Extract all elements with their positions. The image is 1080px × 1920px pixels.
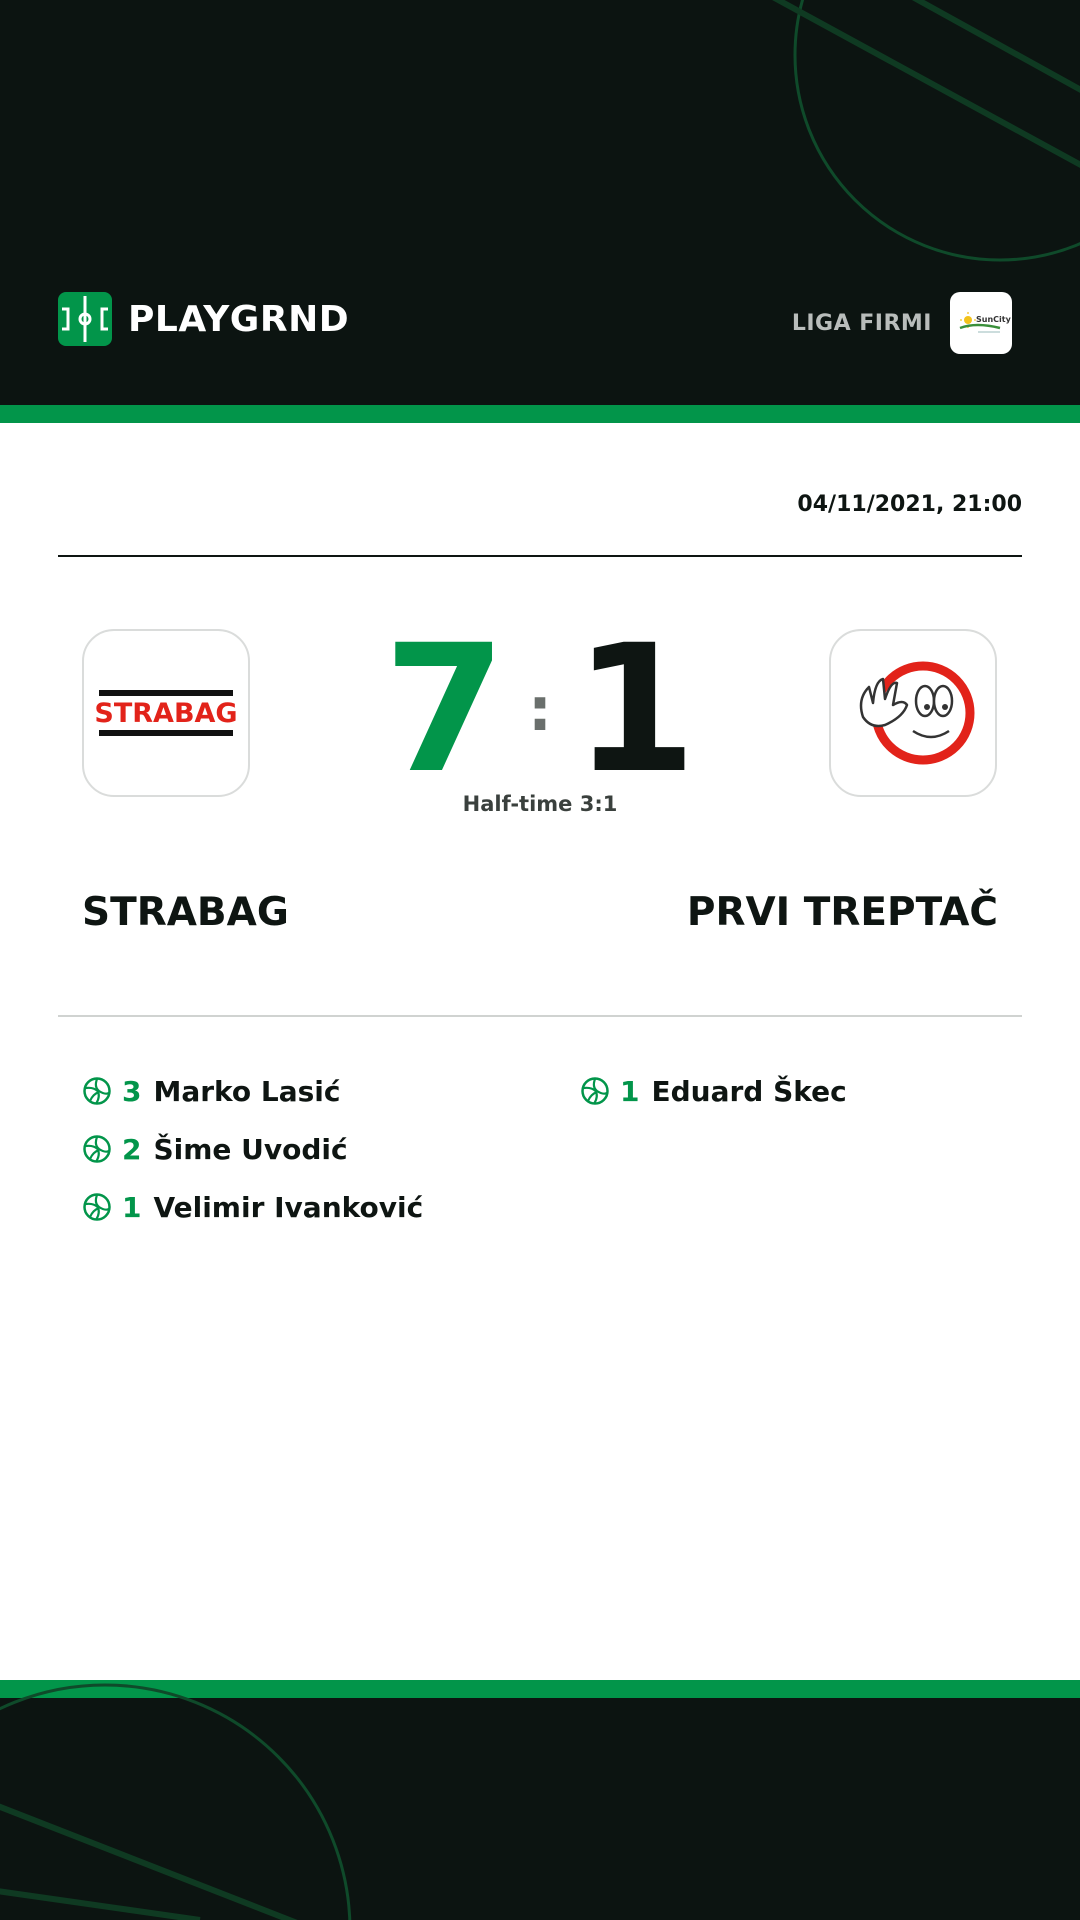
scorer-row <box>82 1062 423 1120</box>
player-name: Marko Lasić <box>153 1074 341 1108</box>
header-band <box>0 0 1080 405</box>
brand-name: PLAYGRND <box>128 298 350 340</box>
home-score: 7 <box>383 607 506 812</box>
pitch-decoration <box>0 1698 1080 1920</box>
divider <box>58 555 1022 557</box>
svg-text:SunCity: SunCity <box>976 315 1011 324</box>
football-icon <box>82 1192 112 1222</box>
pitch-icon <box>58 292 112 346</box>
svg-text:STRABAG: STRABAG <box>94 698 238 729</box>
footer-band <box>0 1698 1080 1920</box>
divider <box>58 1015 1022 1017</box>
home-team-name: STRABAG <box>82 890 289 935</box>
accent-stripe-top <box>0 405 1080 423</box>
brand[interactable] <box>58 292 349 346</box>
match-datetime: 04/11/2021, 21:00 <box>797 492 1022 517</box>
scorer-row <box>82 1120 423 1178</box>
player-name: Velimir Ivanković <box>153 1190 424 1224</box>
league-name: LIGA FIRMI <box>791 310 932 336</box>
halftime-score: Half-time 3:1 <box>462 792 618 816</box>
goal-count: 1 <box>122 1190 142 1224</box>
league-logo <box>950 292 1012 354</box>
scorer-row <box>82 1178 423 1236</box>
scorer-row <box>580 1062 847 1120</box>
goal-count: 2 <box>122 1132 142 1166</box>
football-icon <box>82 1076 112 1106</box>
accent-stripe-bottom <box>0 1680 1080 1698</box>
goal-count: 3 <box>122 1074 142 1108</box>
goal-count: 1 <box>620 1074 640 1108</box>
away-team-name: PRVI TREPTAČ <box>686 890 998 935</box>
home-scorers <box>82 1062 423 1236</box>
score-separator: : <box>528 675 552 745</box>
home-team-logo <box>82 629 250 797</box>
football-icon <box>82 1134 112 1164</box>
away-score: 1 <box>574 607 697 812</box>
football-icon <box>580 1076 610 1106</box>
player-name: Eduard Škec <box>651 1074 847 1108</box>
scoreboard <box>340 607 740 812</box>
league[interactable] <box>792 292 1012 354</box>
away-scorers <box>580 1062 847 1120</box>
player-name: Šime Uvodić <box>153 1132 348 1166</box>
away-team-logo <box>829 629 997 797</box>
